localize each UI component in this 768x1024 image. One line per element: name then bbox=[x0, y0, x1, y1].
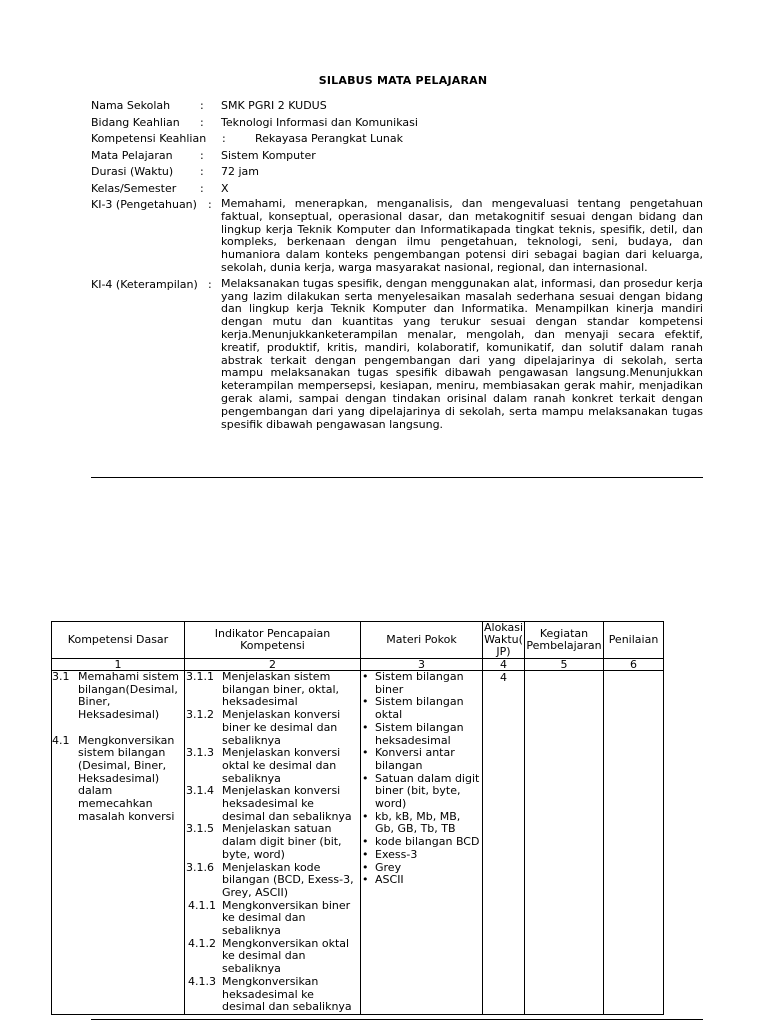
info-row-kompetensi-keahlian bbox=[91, 131, 703, 148]
info-value: Sistem Komputer bbox=[221, 148, 316, 162]
bullet-icon: • bbox=[362, 746, 369, 760]
kd-number: 4.1 bbox=[52, 733, 70, 747]
bullet-icon: • bbox=[362, 720, 369, 734]
info-value: X bbox=[221, 181, 229, 195]
info-colon: : bbox=[200, 181, 204, 195]
bullet-icon: • bbox=[362, 809, 369, 823]
header-kegiatan-pembelajaran: Kegiatan Pembelajaran bbox=[525, 622, 604, 659]
info-label: KI-3 (Pengetahuan) bbox=[91, 198, 197, 211]
column-number: 5 bbox=[525, 659, 604, 671]
list-item bbox=[361, 773, 482, 811]
penilaian-cell bbox=[604, 671, 664, 1015]
kd-spacer bbox=[52, 722, 184, 735]
column-number: 1 bbox=[52, 659, 185, 671]
header-alokasi-waktu: Alokasi Waktu( JP) bbox=[483, 621, 523, 658]
info-row-ki4 bbox=[91, 277, 703, 432]
info-label: Kelas/Semester bbox=[91, 181, 177, 195]
info-colon: : bbox=[208, 198, 212, 211]
bullet-icon: • bbox=[362, 771, 369, 785]
indikator-text: Mengkonversikan oktal ke desimal dan sebaliknya bbox=[222, 936, 350, 976]
indikator-item bbox=[185, 671, 360, 709]
syllabus-table bbox=[51, 621, 664, 1015]
alokasi-waktu-cell: 4 bbox=[483, 671, 525, 1015]
info-colon: : bbox=[222, 132, 226, 145]
indikator-item bbox=[185, 785, 360, 823]
kd-item bbox=[52, 735, 184, 824]
indikator-number: 4.1.1 bbox=[188, 898, 216, 912]
info-label: Bidang Keahlian bbox=[91, 115, 180, 129]
header-kompetensi-dasar: Kompetensi Dasar bbox=[52, 622, 185, 659]
kd-item bbox=[52, 671, 184, 722]
info-value: Teknologi Informasi dan Komunikasi bbox=[221, 115, 418, 129]
info-value: 72 jam bbox=[221, 165, 260, 178]
indikator-item bbox=[185, 747, 360, 785]
info-row-bidang-keahlian bbox=[91, 115, 703, 132]
indikator-text: Menjelaskan konversi heksadesimal ke desimal dan sebaliknya bbox=[222, 784, 352, 823]
indikator-number: 3.1.5 bbox=[186, 822, 214, 836]
indikator-item bbox=[185, 900, 360, 938]
column-number: 3 bbox=[361, 659, 483, 671]
page-bottom-line bbox=[91, 1019, 703, 1020]
list-item bbox=[361, 722, 482, 747]
indikator-text: Mengkonversikan biner ke desimal dan sebaliknya bbox=[222, 898, 351, 938]
table-number-row bbox=[52, 659, 664, 671]
kd-text: Memahami sistem bilangan(Desimal, Biner, Heksadesimal) bbox=[78, 670, 180, 722]
list-item bbox=[361, 747, 482, 772]
materi-text: Grey bbox=[375, 860, 402, 874]
bullet-icon: • bbox=[362, 835, 369, 849]
indikator-text: Menjelaskan satuan dalam digit biner (bit, byte, word) bbox=[222, 822, 342, 861]
kd-text: Mengkonversikan sistem bilangan (Desimal, Biner, Heksadesimal) dalam memecahkan masalah konversi bbox=[78, 733, 175, 823]
indikator-number: 3.1.2 bbox=[186, 708, 214, 722]
list-item bbox=[361, 836, 482, 849]
materi-text: Sistem bilangan oktal bbox=[375, 695, 464, 722]
info-label: Mata Pelajaran bbox=[91, 148, 173, 162]
kd-number: 3.1 bbox=[52, 670, 70, 683]
indikator-number: 3.1.3 bbox=[186, 746, 214, 760]
info-value: SMK PGRI 2 KUDUS bbox=[221, 99, 327, 112]
materi-text: Exess-3 bbox=[375, 847, 418, 861]
kompetensi-dasar-cell bbox=[52, 671, 185, 1015]
divider-line bbox=[91, 477, 703, 478]
bullet-icon: • bbox=[362, 670, 369, 683]
info-colon: : bbox=[200, 148, 204, 162]
indikator-item bbox=[185, 862, 360, 900]
materi-text: Satuan dalam digit biner (bit, byte, word) bbox=[375, 771, 480, 811]
list-item bbox=[361, 874, 482, 887]
bullet-icon: • bbox=[362, 860, 369, 874]
indikator-number: 4.1.2 bbox=[188, 936, 216, 950]
indikator-number: 4.1.3 bbox=[188, 974, 216, 988]
header-indikator: Indikator Pencapaian Kompetensi bbox=[185, 622, 361, 659]
indikator-text: Menjelaskan konversi oktal ke desimal dan sebaliknya bbox=[222, 746, 341, 785]
bullet-icon: • bbox=[362, 873, 369, 887]
info-colon: : bbox=[200, 115, 204, 129]
ki3-description: Memahami, menerapkan, menganalisis, dan mengevaluasi tentang pengetahuan faktual, konseptual, operasional dasar, dan metakognitif sesuai dengan bidang dan lingkup kerja Teknik Komputer dan Informatikapada tingkat teknis, spesifik, detil, dan kompleks, berkenaan dengan ilmu pengetahuan, teknologi, seni, budaya, dan humaniora dalam konteks pengembangan potensi diri sebagai bagian dari keluarga, sekolah, dunia kerja, warga masyarakat nasional, regional, dan internasional. bbox=[221, 197, 703, 274]
info-colon: : bbox=[208, 277, 212, 291]
materi-text: kode bilangan BCD bbox=[375, 835, 480, 849]
list-item bbox=[361, 696, 482, 721]
ki4-description: Melaksanakan tugas spesifik, dengan menggunakan alat, informasi, dan prosedur kerja yang lazim dilakukan serta menyelesaikan masalah sederhana sesuai dengan bidang dan lingkup kerja Teknik Komputer dan Informatika. Menampilkan kinerja mandiri dengan mutu dan kuantitas yang terukur sesuai dengan standar kompetensi kerja.Menunjukkanketerampilan menalar, mengolah, dan menyaji secara efektif, kreatif, produktif, kritis, mandiri, kolaboratif, komunikatif, dan solutif dalam ranah abstrak terkait dengan pengembangan dari yang dipelajarinya di sekolah, serta mampu melaksanakan tugas spesifik dibawah pengawasan langsung.Menunjukkan keterampilan mempersepsi, kesiapan, meniru, membiasakan gerak mahir, menjadikan gerak alami, sampai dengan tindakan orisinal dalam ranah konkret terkait dengan pengembangan dari yang dipelajarinya di sekolah, serta mampu melaksanakan tugas spesifik dibawah pengawasan langsung. bbox=[221, 276, 703, 431]
header-materi-pokok: Materi Pokok bbox=[361, 622, 483, 659]
column-number: 2 bbox=[185, 659, 361, 671]
indikator-item bbox=[185, 709, 360, 747]
list-item bbox=[361, 671, 482, 696]
info-label: Kompetensi Keahlian bbox=[91, 132, 207, 145]
materi-text: Konversi antar bilangan bbox=[375, 746, 455, 772]
indikator-text: Mengkonversikan heksadesimal ke desimal dan sebaliknya bbox=[222, 974, 352, 1014]
info-colon: : bbox=[200, 99, 204, 112]
header-penilaian: Penilaian bbox=[604, 622, 664, 659]
bullet-icon: • bbox=[362, 695, 369, 709]
info-row-nama-sekolah bbox=[91, 98, 703, 115]
indikator-item bbox=[185, 823, 360, 861]
materi-pokok-cell bbox=[361, 671, 483, 1015]
info-colon: : bbox=[200, 165, 204, 178]
list-item bbox=[361, 811, 482, 836]
indikator-text: Menjelaskan konversi biner ke desimal dan sebaliknya bbox=[222, 708, 341, 747]
info-row-mata-pelajaran bbox=[91, 148, 703, 165]
kegiatan-pembelajaran-cell bbox=[525, 671, 604, 1015]
indikator-number: 3.1.6 bbox=[186, 860, 214, 874]
info-row-ki3 bbox=[91, 197, 703, 275]
indikator-item bbox=[185, 976, 360, 1014]
info-row-kelas bbox=[91, 181, 703, 198]
info-label: Nama Sekolah bbox=[91, 99, 171, 112]
info-label: KI-4 (Keterampilan) bbox=[91, 277, 198, 291]
materi-list bbox=[361, 671, 482, 887]
page-title: SILABUS MATA PELAJARAN bbox=[318, 74, 488, 87]
materi-text: Sistem bilangan biner bbox=[375, 670, 464, 696]
materi-text: Sistem bilangan heksadesimal bbox=[375, 720, 464, 747]
list-item bbox=[361, 849, 482, 862]
indikator-text: Menjelaskan kode bilangan (BCD, Exess-3, Grey, ASCII) bbox=[222, 860, 354, 899]
table-row bbox=[52, 671, 664, 1015]
indikator-number: 3.1.1 bbox=[186, 670, 214, 683]
indikator-cell bbox=[185, 671, 361, 1015]
materi-text: kb, kB, Mb, MB, Gb, GB, Tb, TB bbox=[375, 809, 461, 836]
table-header-row bbox=[52, 622, 664, 659]
materi-text: ASCII bbox=[375, 873, 404, 887]
indikator-text: Menjelaskan sistem bilangan biner, oktal, heksadesimal bbox=[222, 670, 339, 709]
column-number: 6 bbox=[604, 659, 664, 671]
indikator-item bbox=[185, 938, 360, 976]
syllabus-info bbox=[91, 98, 703, 431]
column-number: 4 bbox=[483, 659, 525, 671]
bullet-icon: • bbox=[362, 847, 369, 861]
info-row-durasi bbox=[91, 164, 703, 181]
info-label: Durasi (Waktu) bbox=[91, 165, 174, 178]
indikator-number: 3.1.4 bbox=[186, 784, 214, 798]
info-value: Rekayasa Perangkat Lunak bbox=[255, 132, 403, 145]
